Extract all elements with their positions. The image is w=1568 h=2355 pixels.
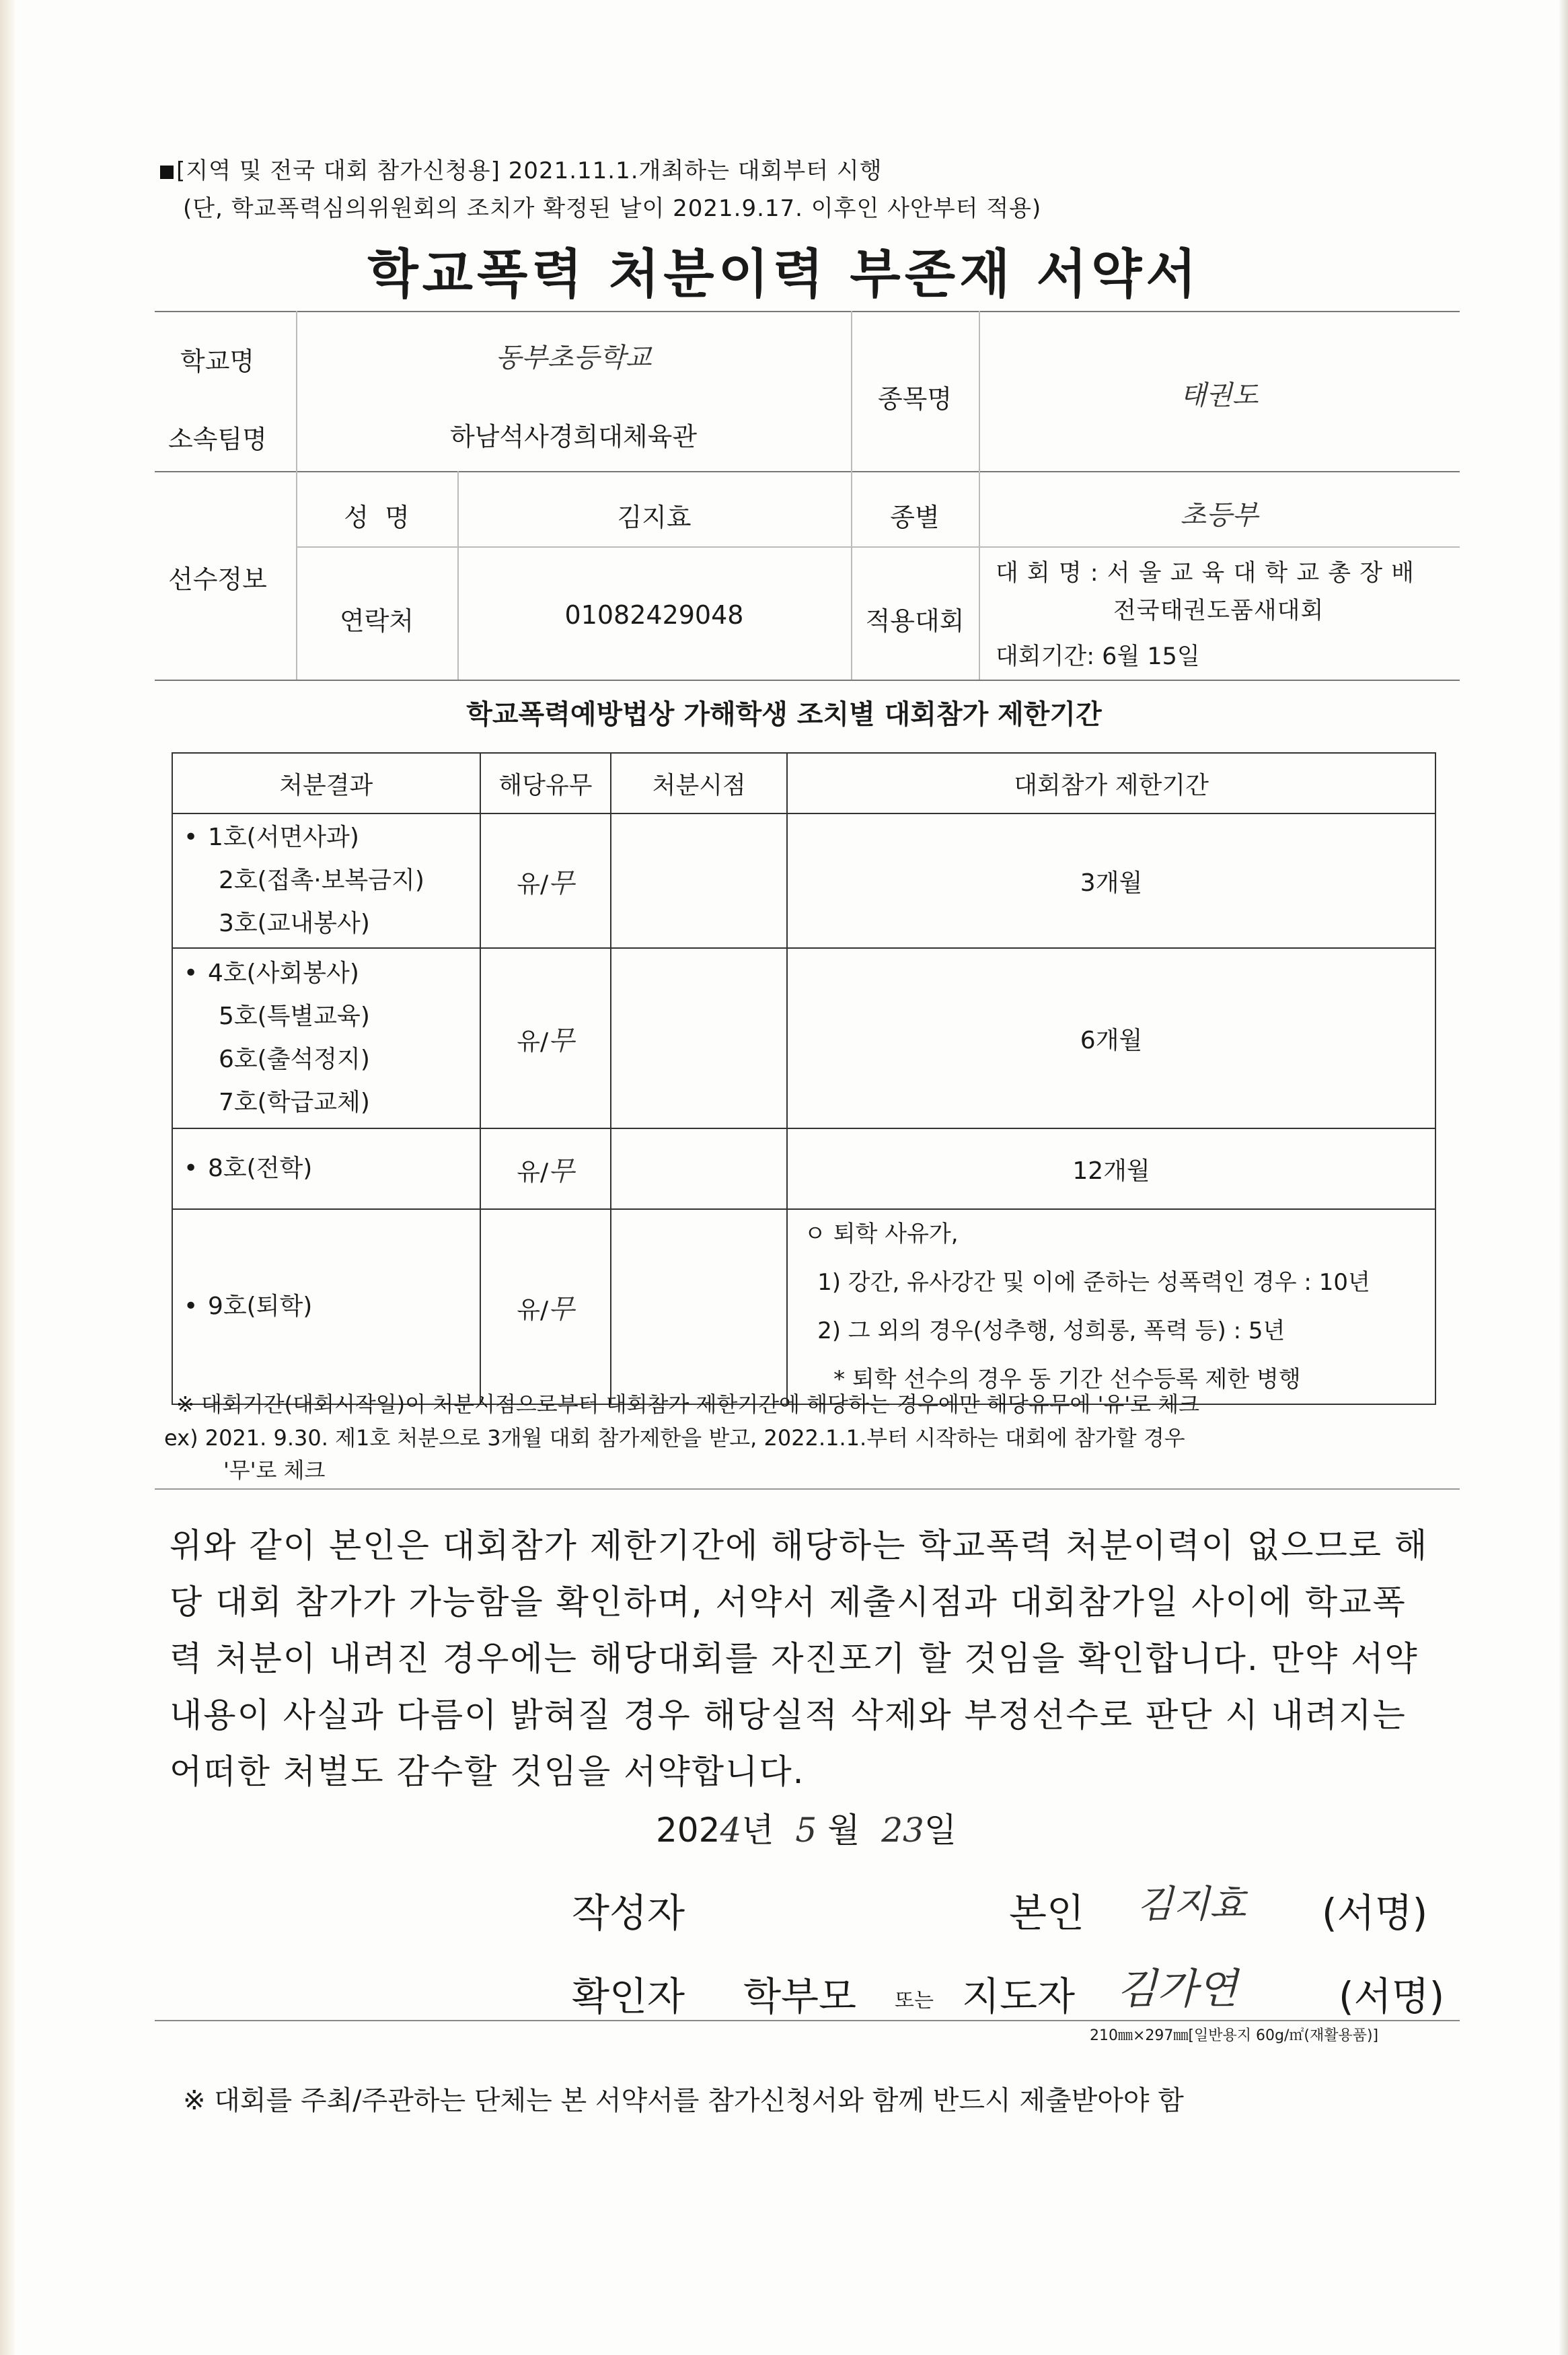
limit-cell-expulsion: ㅇ 퇴학 사유가, 1) 강간, 유사강간 및 이에 준하는 성폭력인 경우 : 10년 2) 그 외의 경우(성추행, 성희롱, 폭력 등) : 5년 * 퇴학 선수의 경우 동 기간 선수등록 제한 병행 bbox=[787, 1209, 1435, 1404]
event-period: 대회기간: 6월 15일 bbox=[996, 643, 1200, 670]
bullet-icon: • bbox=[184, 1293, 198, 1320]
header-limit: 대회참가 제한기간 bbox=[787, 753, 1435, 813]
limit-cell: 3개월 bbox=[787, 813, 1435, 948]
applicable-check[interactable]: 유/무 bbox=[480, 948, 611, 1128]
self-label: 본인 bbox=[1009, 1890, 1085, 1936]
info-rule-2 bbox=[155, 471, 1460, 472]
name-label: 성 명 bbox=[344, 503, 410, 532]
self-signature[interactable]: 김지효 bbox=[1137, 1883, 1246, 1926]
applicable-check[interactable]: 유/무 bbox=[480, 1209, 611, 1404]
name-value: 김지효 bbox=[617, 503, 692, 532]
header-date: 처분시점 bbox=[611, 753, 787, 813]
bullet-icon: • bbox=[184, 959, 198, 987]
date-month-handwritten: 5 bbox=[795, 1811, 817, 1850]
notice-line-2: (단, 학교폭력심의위원회의 조치가 확정된 날이 2021.9.17. 이후인 사안부터 적용) bbox=[183, 195, 1042, 222]
contact-label: 연락처 bbox=[339, 606, 414, 636]
disposition-date-cell[interactable] bbox=[611, 1128, 787, 1209]
notes-rule bbox=[155, 1488, 1460, 1490]
event-name-line2: 전국태권도품새대회 bbox=[1113, 597, 1324, 624]
note-1: ※ 대회기간(대회시작일)이 처분시점으로부터 대회참가 제한기간에 해당하는 경우에만 해당유무에 '유'로 체크 bbox=[176, 1391, 1200, 1417]
info-bottom-rule bbox=[155, 680, 1460, 681]
table-row bbox=[172, 1209, 1435, 1404]
disposition-date-cell[interactable] bbox=[611, 813, 787, 948]
pledge-paragraph: 위와 같이 본인은 대회참가 제한기간에 해당하는 학교폭력 처분이력이 없으므로 해당 대회 참가가 가능함을 확인하며, 서약서 제출시점과 대회참가일 사이에 학교폭력 처분이 내려진 경우에는 해당대회를 자진포기 할 것임을 확인합니다. 만약 서약내용이 사실과 다름이 밝혀질 경우 해당실적 삭제와 부정선수로 판단 시 내려지는 어떠한 처벌도 감수할 것임을 서약합니다. bbox=[170, 1526, 1429, 1791]
note-2: ex) 2021. 9.30. 제1호 처분으로 3개월 대회 참가제한을 받고, 2022.1.1.부터 시작하는 대회에 참가할 경우 bbox=[164, 1425, 1185, 1451]
table-row bbox=[172, 948, 1435, 1128]
info-rule-3 bbox=[296, 546, 1460, 548]
date-day-handwritten: 23 bbox=[881, 1811, 924, 1850]
sport-label: 종목명 bbox=[877, 384, 953, 414]
date-line: 2024년 5 월 23일 bbox=[656, 1811, 957, 1850]
sport-value: 태권도 bbox=[1180, 380, 1259, 411]
school-label: 학교명 bbox=[180, 347, 255, 376]
table-row bbox=[172, 1128, 1435, 1209]
coach-signature[interactable]: 김가연 bbox=[1117, 1964, 1238, 2013]
paper-spec: 210㎜×297㎜[일반용지 60g/㎡(재활용품)] bbox=[1090, 2027, 1379, 2044]
event-name-line1: 대 회 명 : 서 울 교 육 대 학 교 총 장 배 bbox=[996, 560, 1415, 587]
limit-cell: 12개월 bbox=[787, 1128, 1435, 1209]
note-3: '무'로 체크 bbox=[223, 1457, 326, 1483]
division-label: 종별 bbox=[890, 503, 940, 532]
category-cell: • 8호(전학) bbox=[172, 1128, 480, 1209]
event-label: 적용대회 bbox=[865, 606, 965, 636]
applicable-check[interactable]: 유/무 bbox=[480, 1128, 611, 1209]
category-cell: • 4호(사회봉사) 5호(특별교육) 6호(출석정지) 7호(학급교체) bbox=[172, 948, 480, 1128]
date-year-handwritten: 4 bbox=[720, 1811, 742, 1850]
sign-mark-2: (서명) bbox=[1339, 1973, 1445, 2019]
applicable-check[interactable]: 유/무 bbox=[480, 813, 611, 948]
header-applicable: 해당유무 bbox=[480, 753, 611, 813]
paper-edge-right bbox=[1559, 0, 1568, 2355]
table-row bbox=[172, 813, 1435, 948]
team-label: 소속팀명 bbox=[168, 425, 267, 454]
table-caption: 학교폭력예방법상 가해학생 조치별 대회참가 제한기간 bbox=[466, 699, 1102, 730]
limit-cell: 6개월 bbox=[787, 948, 1435, 1128]
or-label: 또는 bbox=[895, 1989, 934, 2013]
disposition-date-cell[interactable] bbox=[611, 948, 787, 1128]
category-cell: • 9호(퇴학) bbox=[172, 1209, 480, 1404]
division-value: 초등부 bbox=[1180, 500, 1259, 531]
header-result: 처분결과 bbox=[172, 753, 480, 813]
penalty-table bbox=[172, 752, 1436, 1405]
parent-label: 학부모 bbox=[743, 1973, 857, 2019]
school-value: 동부초등학교 bbox=[495, 342, 652, 373]
info-top-rule bbox=[155, 311, 1460, 312]
notice-line-1: [지역 및 전국 대회 참가신청용] 2021.11.1.개최하는 대회부터 시행 bbox=[160, 152, 883, 185]
disposition-date-cell[interactable] bbox=[611, 1209, 787, 1404]
team-value: 하남석사경희대체육관 bbox=[449, 422, 698, 451]
table-header-row bbox=[172, 753, 1435, 813]
author-label: 작성자 bbox=[572, 1890, 685, 1936]
verifier-label: 확인자 bbox=[572, 1973, 685, 2019]
sign-mark-1: (서명) bbox=[1322, 1890, 1428, 1936]
footer-note: ※ 대회를 주최/주관하는 단체는 본 서약서를 참가신청서와 함께 반드시 제출받아야 함 bbox=[183, 2085, 1184, 2116]
signature-rule bbox=[155, 2020, 1460, 2021]
contact-value: 01082429048 bbox=[564, 600, 744, 630]
bullet-icon: • bbox=[184, 1155, 198, 1182]
category-cell: • 1호(서면사과) 2호(접촉·보복금지) 3호(교내봉사) bbox=[172, 813, 480, 948]
player-info-label: 선수정보 bbox=[168, 565, 267, 594]
coach-label: 지도자 bbox=[962, 1973, 1076, 2019]
document-title: 학교폭력 처분이력 부존재 서약서 bbox=[367, 244, 1201, 305]
bullet-icon: • bbox=[184, 824, 198, 851]
square-bullet-icon bbox=[160, 166, 174, 179]
paper-edge-left bbox=[0, 0, 15, 2355]
